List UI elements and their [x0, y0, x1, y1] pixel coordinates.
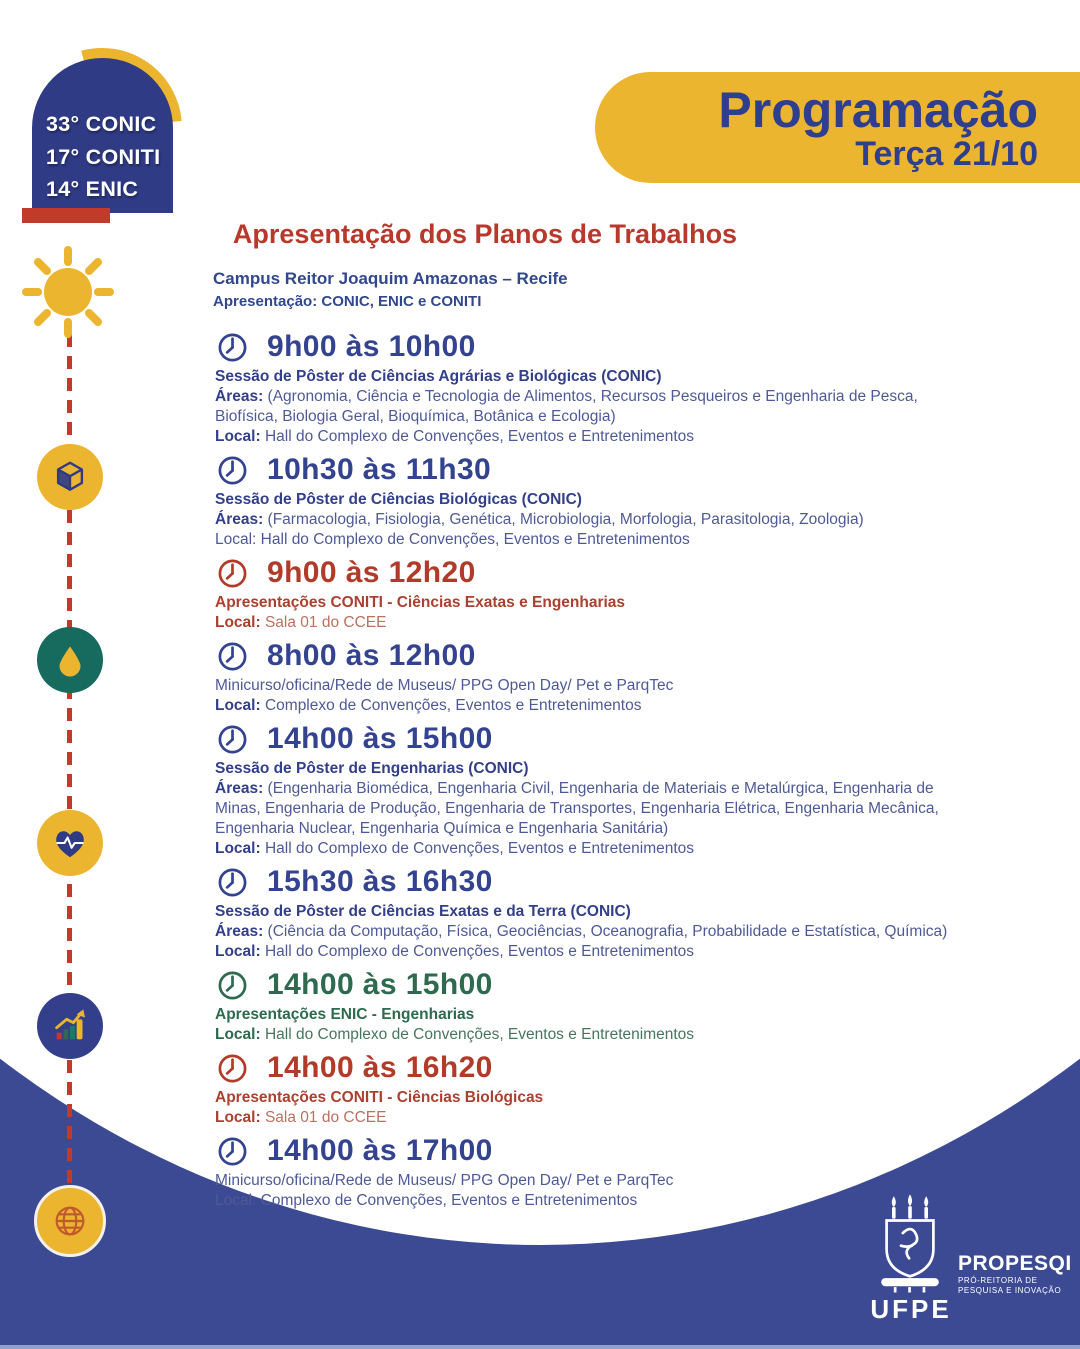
entry-time-row	[215, 1050, 967, 1086]
heart-pulse-icon	[51, 824, 89, 862]
campus-name: Campus Reitor Joaquim Amazonas – Recife	[213, 269, 568, 288]
badge-red-bar	[22, 208, 110, 223]
entry-areas	[215, 387, 967, 427]
local-value: Hall do Complexo de Convenções, Eventos e Entretenimentos	[260, 1026, 695, 1043]
entry-title: Sessão de Pôster de Ciências Agrárias e Biológicas (CONIC)	[215, 368, 662, 385]
areas-label: Áreas:	[215, 780, 264, 797]
clock-icon	[217, 970, 248, 1001]
entry-time: 9h00 às 12h20	[267, 556, 476, 589]
entry-time-row	[215, 1133, 967, 1169]
entry-time: 14h00 às 17h00	[267, 1134, 493, 1167]
entry-time-row	[215, 452, 967, 488]
badge-line-conic: 33° CONIC	[46, 112, 157, 136]
page-title: Apresentação dos Planos de Trabalhos	[232, 219, 738, 249]
entry-title: Sessão de Pôster de Ciências Biológicas (CONIC)	[215, 491, 582, 508]
areas-value: (Ciência da Computação, Física, Geociências, Oceanografia, Probabilidade e Estatística, Química)	[263, 923, 948, 940]
ufpe-wordmark: UFPE	[870, 1294, 952, 1324]
program-title: Programação	[718, 81, 1038, 138]
entry-time-row	[215, 967, 967, 1003]
local-value: Complexo de Convenções, Eventos e Entretenimentos	[256, 1192, 638, 1209]
badge-text	[46, 108, 160, 206]
bar-chart-icon	[50, 1006, 90, 1046]
entry-title: Apresentações CONITI - Ciências Exatas e Engenharias	[215, 594, 626, 611]
clock-icon	[217, 641, 248, 672]
entry-title: Minicurso/oficina/Rede de Museus/ PPG Open Day/ Pet e ParqTec	[215, 677, 674, 694]
propesqi-subtitle-1: PRÓ-REITORIA DE	[958, 1276, 1038, 1285]
areas-label: Áreas:	[215, 388, 264, 405]
entry-local	[215, 1025, 967, 1045]
propesqi-wordmark: PROPESQI	[958, 1252, 1072, 1275]
entry-time: 10h30 às 11h30	[267, 453, 492, 486]
entry-local	[215, 1191, 967, 1211]
entry-local	[215, 839, 967, 859]
entry-time-row	[215, 638, 967, 674]
entry-time: 9h00 às 10h00	[267, 330, 476, 363]
local-label: Local:	[215, 840, 261, 857]
entry-title: Sessão de Pôster de Ciências Exatas e da Terra (CONIC)	[215, 903, 631, 920]
globe-icon	[50, 1201, 90, 1241]
badge-line-coniti: 17° CONITI	[46, 144, 161, 169]
entry-local	[215, 427, 967, 447]
local-value: Sala 01 do CCEE	[260, 1109, 387, 1126]
entry-time-row	[215, 555, 967, 591]
entry-time: 15h30 às 16h30	[267, 865, 493, 898]
areas-value: (Engenharia Biomédica, Engenharia Civil, Engenharia de Materiais e Metalúrgica, Engenharia de Minas, Engenharia de Produção, Engenharia de Transportes, Engenharia Elétrica, Engenharia Mecânica, Engenharia Nuclear, Engenharia Química e Engenharia Sanitária)	[215, 780, 939, 837]
schedule-entry	[215, 864, 967, 962]
schedule-entry	[215, 555, 967, 633]
timeline-node-chart	[37, 993, 103, 1059]
schedule-entry	[215, 967, 967, 1045]
sun-icon	[20, 244, 116, 340]
local-label: Local:	[215, 1109, 261, 1126]
schedule-entry	[215, 452, 967, 550]
entry-title: Apresentações ENIC - Engenharias	[215, 1006, 475, 1023]
entry-areas	[215, 510, 967, 530]
local-label: Local:	[215, 428, 261, 445]
entry-time: 8h00 às 12h00	[267, 639, 476, 672]
entry-local	[215, 1108, 967, 1128]
clock-icon	[217, 724, 248, 755]
entry-title: Apresentações CONITI - Ciências Biológicas	[215, 1089, 544, 1106]
timeline-node-cube	[37, 444, 103, 510]
entry-time: 14h00 às 16h20	[267, 1051, 493, 1084]
local-value: Hall do Complexo de Convenções, Eventos e Entretenimentos	[256, 531, 690, 548]
badge-line-enic: 14° ENIC	[46, 177, 139, 201]
entry-time: 14h00 às 15h00	[267, 968, 493, 1001]
local-label: Local:	[215, 1192, 257, 1209]
clock-icon	[217, 332, 248, 363]
local-label: Local:	[215, 614, 261, 631]
entry-local	[215, 696, 967, 716]
local-label: Local:	[215, 1026, 261, 1043]
entry-local	[215, 613, 967, 633]
entry-areas	[215, 779, 967, 839]
bottom-strip	[0, 1345, 1080, 1349]
schedule-entry	[215, 1050, 967, 1128]
timeline-node-globe	[34, 1185, 106, 1257]
entry-local	[215, 530, 967, 550]
areas-label: Áreas:	[215, 923, 264, 940]
clock-icon	[217, 1053, 248, 1084]
entry-title: Minicurso/oficina/Rede de Museus/ PPG Open Day/ Pet e ParqTec	[215, 1172, 674, 1189]
timeline-node-droplet	[37, 627, 103, 693]
droplet-icon	[52, 642, 88, 678]
schedule-entries	[215, 329, 967, 1216]
presentation-line: Apresentação: CONIC, ENIC e CONITI	[213, 293, 482, 310]
schedule-entry	[215, 1133, 967, 1211]
clock-icon	[217, 455, 248, 486]
cube-icon	[51, 458, 89, 496]
local-label: Local:	[215, 943, 261, 960]
program-header	[595, 72, 1080, 183]
event-badge	[22, 56, 192, 231]
areas-label: Áreas:	[215, 511, 264, 528]
schedule-entry	[215, 721, 967, 859]
entry-time-row	[215, 721, 967, 757]
clock-icon	[217, 558, 248, 589]
propesqi-block	[958, 1252, 1072, 1296]
local-label: Local:	[215, 697, 261, 714]
local-value: Hall do Complexo de Convenções, Eventos e Entretenimentos	[260, 428, 695, 445]
schedule-entry	[215, 329, 967, 447]
propesqi-subtitle-2: PESQUISA E INOVAÇÃO	[958, 1286, 1062, 1295]
ufpe-crest-icon	[874, 1193, 946, 1293]
local-value: Sala 01 do CCEE	[260, 614, 387, 631]
entry-time-row	[215, 329, 967, 365]
clock-icon	[217, 1136, 248, 1167]
local-value: Hall do Complexo de Convenções, Eventos e Entretenimentos	[260, 943, 695, 960]
campus-block	[213, 268, 568, 312]
local-value: Hall do Complexo de Convenções, Eventos e Entretenimentos	[260, 840, 695, 857]
entry-time-row	[215, 864, 967, 900]
program-date: Terça 21/10	[855, 134, 1038, 173]
entry-areas	[215, 922, 967, 942]
entry-title: Sessão de Pôster de Engenharias (CONIC)	[215, 760, 529, 777]
areas-value: (Farmacologia, Fisiologia, Genética, Microbiologia, Morfologia, Parasitologia, Zoologia)	[263, 511, 864, 528]
areas-value: (Agronomia, Ciência e Tecnologia de Alimentos, Recursos Pesqueiros e Engenharia de Pesca, Biofísica, Biologia Geral, Bioquímica, Botânica e Ecologia)	[215, 388, 918, 425]
local-label: Local:	[215, 531, 257, 548]
schedule-entry	[215, 638, 967, 716]
timeline-node-heart	[37, 810, 103, 876]
local-value: Complexo de Convenções, Eventos e Entretenimentos	[260, 697, 642, 714]
entry-local	[215, 942, 967, 962]
entry-time: 14h00 às 15h00	[267, 722, 493, 755]
clock-icon	[217, 867, 248, 898]
